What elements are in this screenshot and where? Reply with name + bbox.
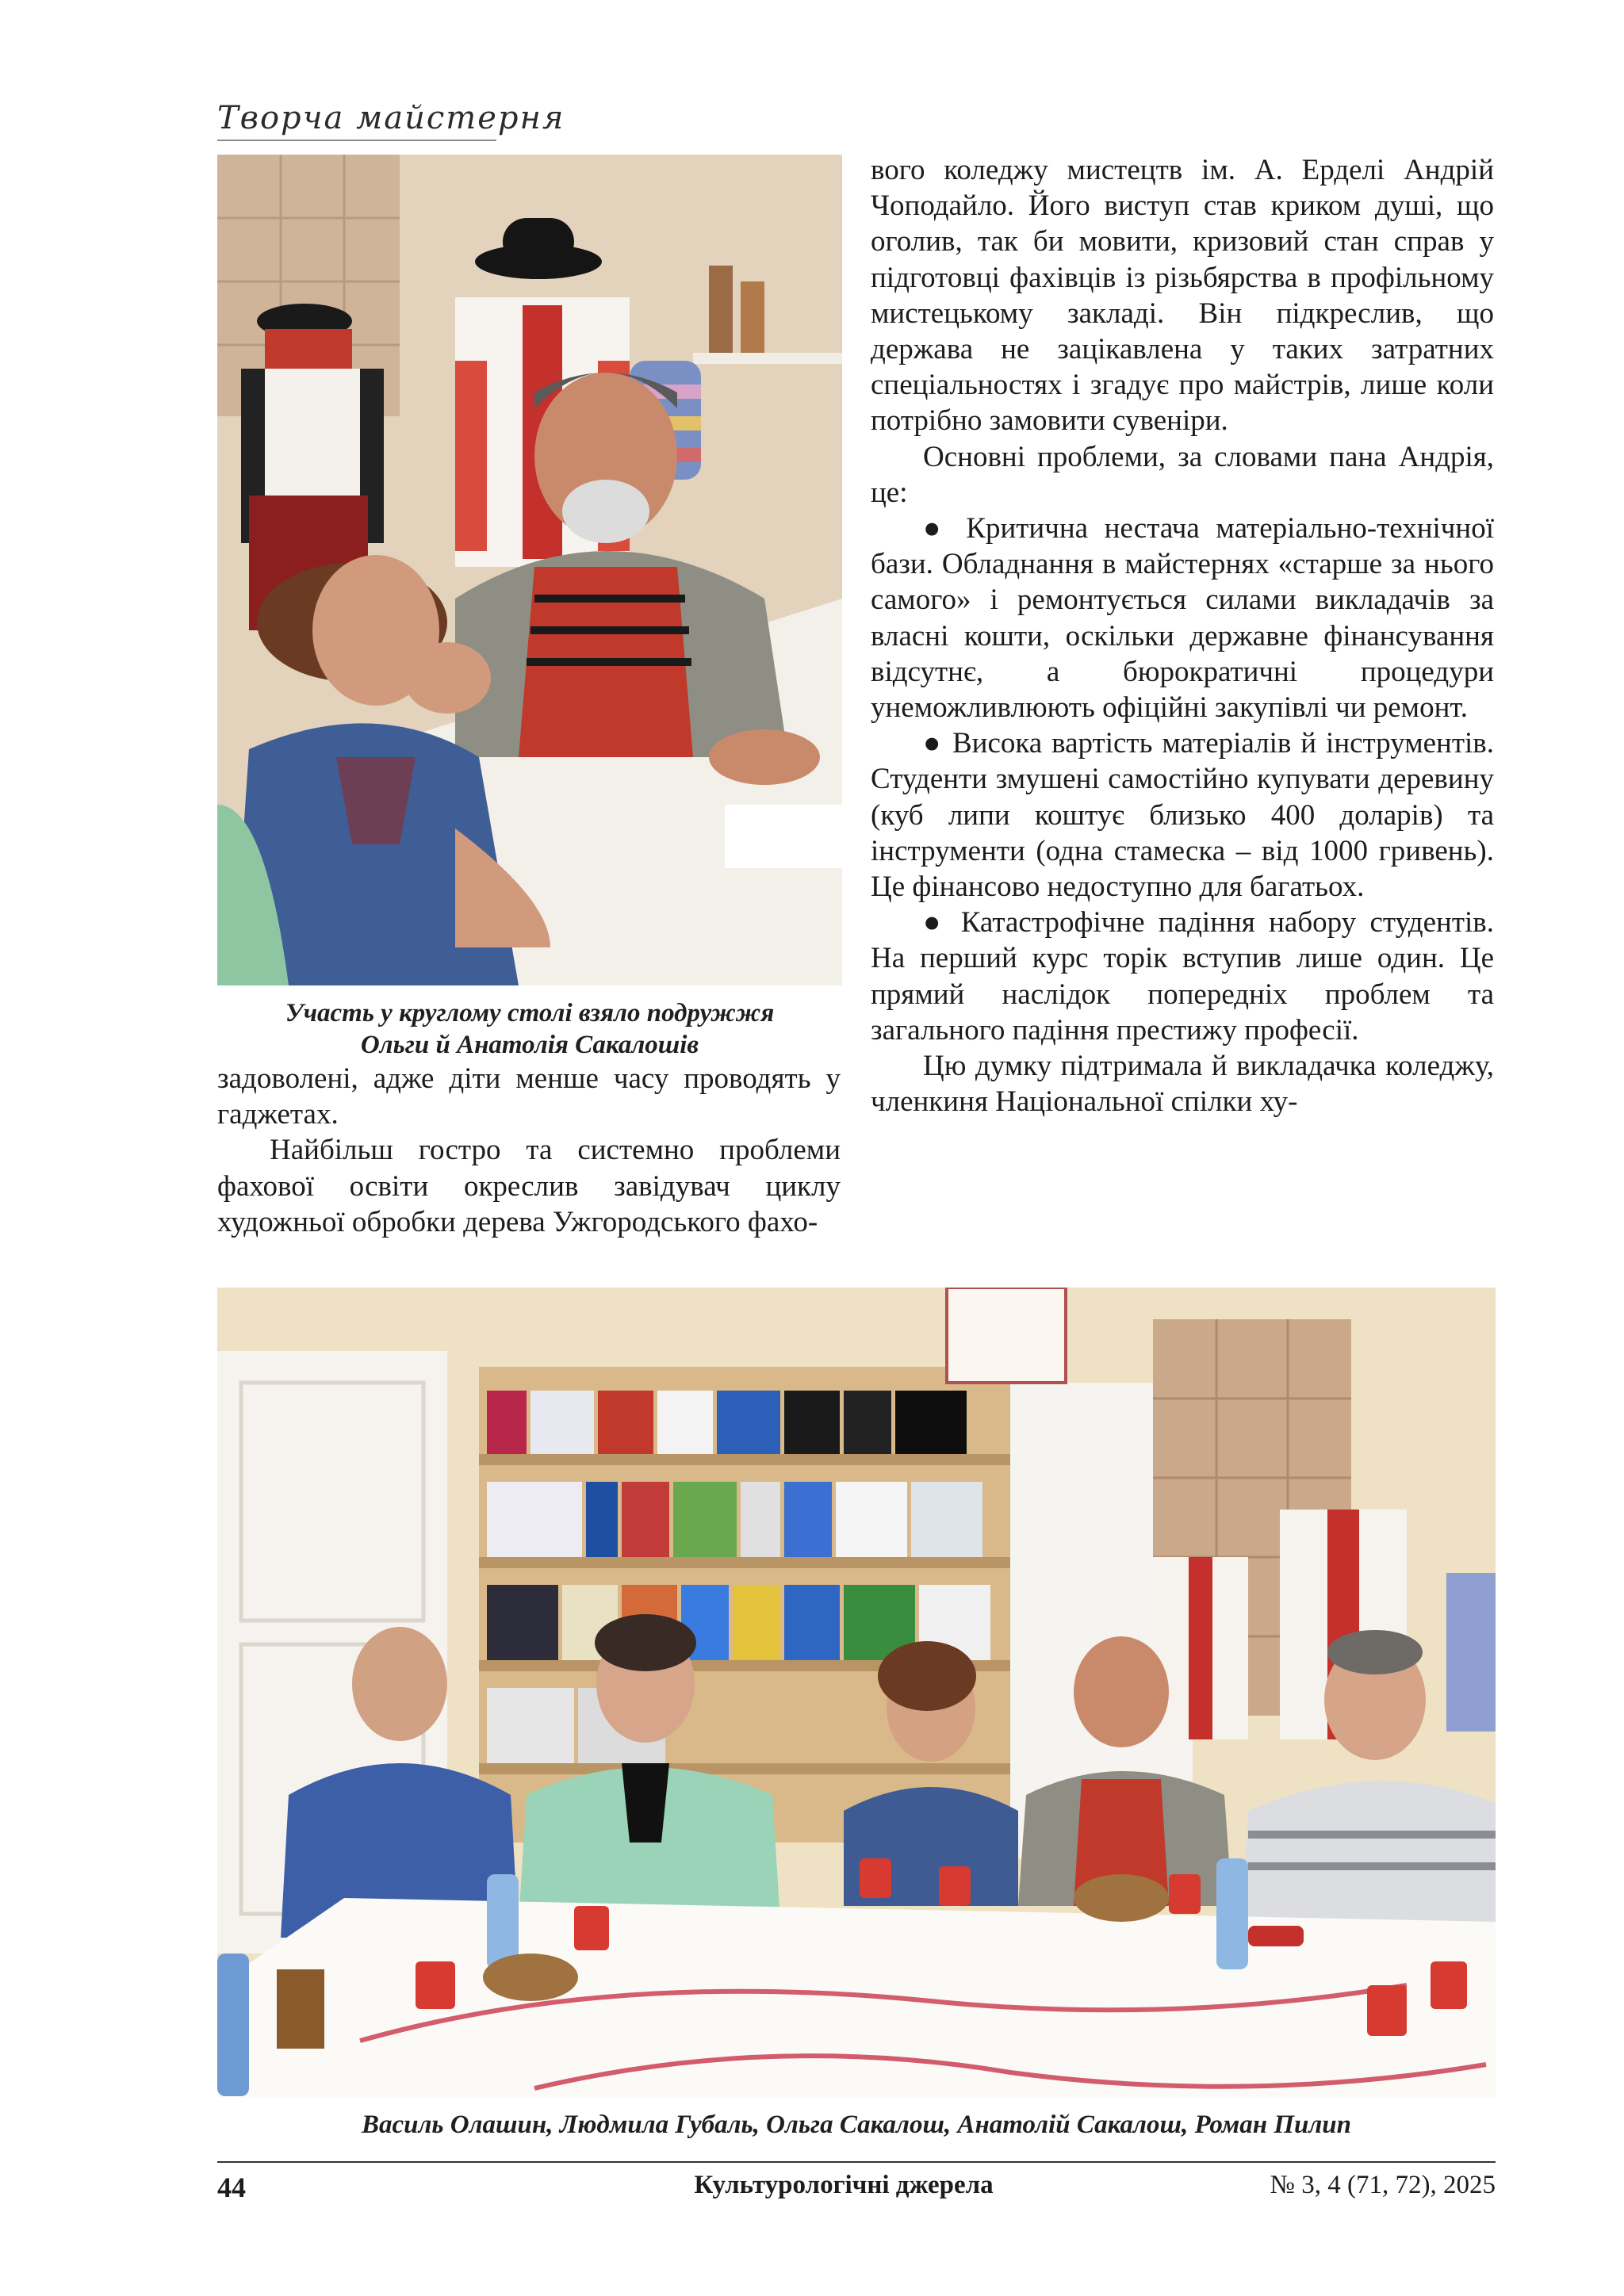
photo-couple-at-table xyxy=(217,155,842,985)
right-paragraph-3: Цю думку підтримала й викладачка коледжу, членкиня Національної спілки ху- xyxy=(871,1050,1494,1119)
photo1-caption-line2: Ольги й Анатолія Сакалошів xyxy=(360,1031,699,1059)
photo1-caption-line1: Участь у круглому столі взяло подружжя xyxy=(285,999,775,1027)
page-number: 44 xyxy=(217,2172,246,2203)
bullet-item-3: ● Катастрофічне падіння набору студентів. На перший курс торік вступив лише один. Це прямий наслідок попередніх проблем та загального падіння престижу професії. xyxy=(871,906,1494,1047)
bullet-item-2: ● Висока вартість матеріалів й інструментів. Студенти змушені самостійно купувати деревину (куб липи коштує близько 400 доларів) та інструменти (одна стамеска – від 1000 гривень). Це фінансово недоступно для багатьох. xyxy=(871,727,1494,904)
left-paragraph-2: Найбільш гостро та системно проблеми фахової освіти окреслив завідувач циклу художньої обробки дерева Ужгородського фахо- xyxy=(217,1134,841,1238)
photo2-caption: Василь Олашин, Людмила Губаль, Ольга Сакалош, Анатолій Сакалош, Роман Пилип xyxy=(361,2110,1351,2139)
bullet-item-1: ● Критична нестача матеріально-технічної бази. Обладнання в майстернях «старше за нього самого» і ремонтується силами викладачів за власні кошти, оскільки державне фінансування відсутнє, а бюрократичні процедури унеможливлюють офіційні закупівлі чи ремонт. xyxy=(871,512,1494,725)
issue-number: № 3, 4 (71, 72), 2025 xyxy=(1270,2171,1496,2199)
photo-round-table-group xyxy=(217,1288,1496,2098)
right-text-column xyxy=(871,152,1494,1119)
journal-title: Культурологічні джерела xyxy=(694,2171,994,2199)
left-text-column xyxy=(217,1061,841,1240)
footer-rule xyxy=(217,2161,1496,2163)
right-paragraph-2: Основні проблеми, за словами пана Андрія, це: xyxy=(871,440,1494,509)
right-paragraph-1: вого коледжу мистецтв ім. А. Ерделі Андрій Чоподайло. Його виступ став криком душі, що оголив, так би мовити, кризовий стан справ у підготовці фахівців із різьбярства в профільному мистецькому закладі. Він підкреслив, що держава не зацікавлена у таких затратних спеціальностях і згадує про майстрів, лише коли потрібно замовити сувеніри. xyxy=(871,154,1494,438)
left-paragraph-1: задоволені, адже діти менше часу проводять у гаджетах. xyxy=(217,1062,841,1131)
header-underline xyxy=(217,140,496,141)
photo1-caption xyxy=(217,997,842,1061)
section-title: Творча майстерня xyxy=(217,100,565,136)
